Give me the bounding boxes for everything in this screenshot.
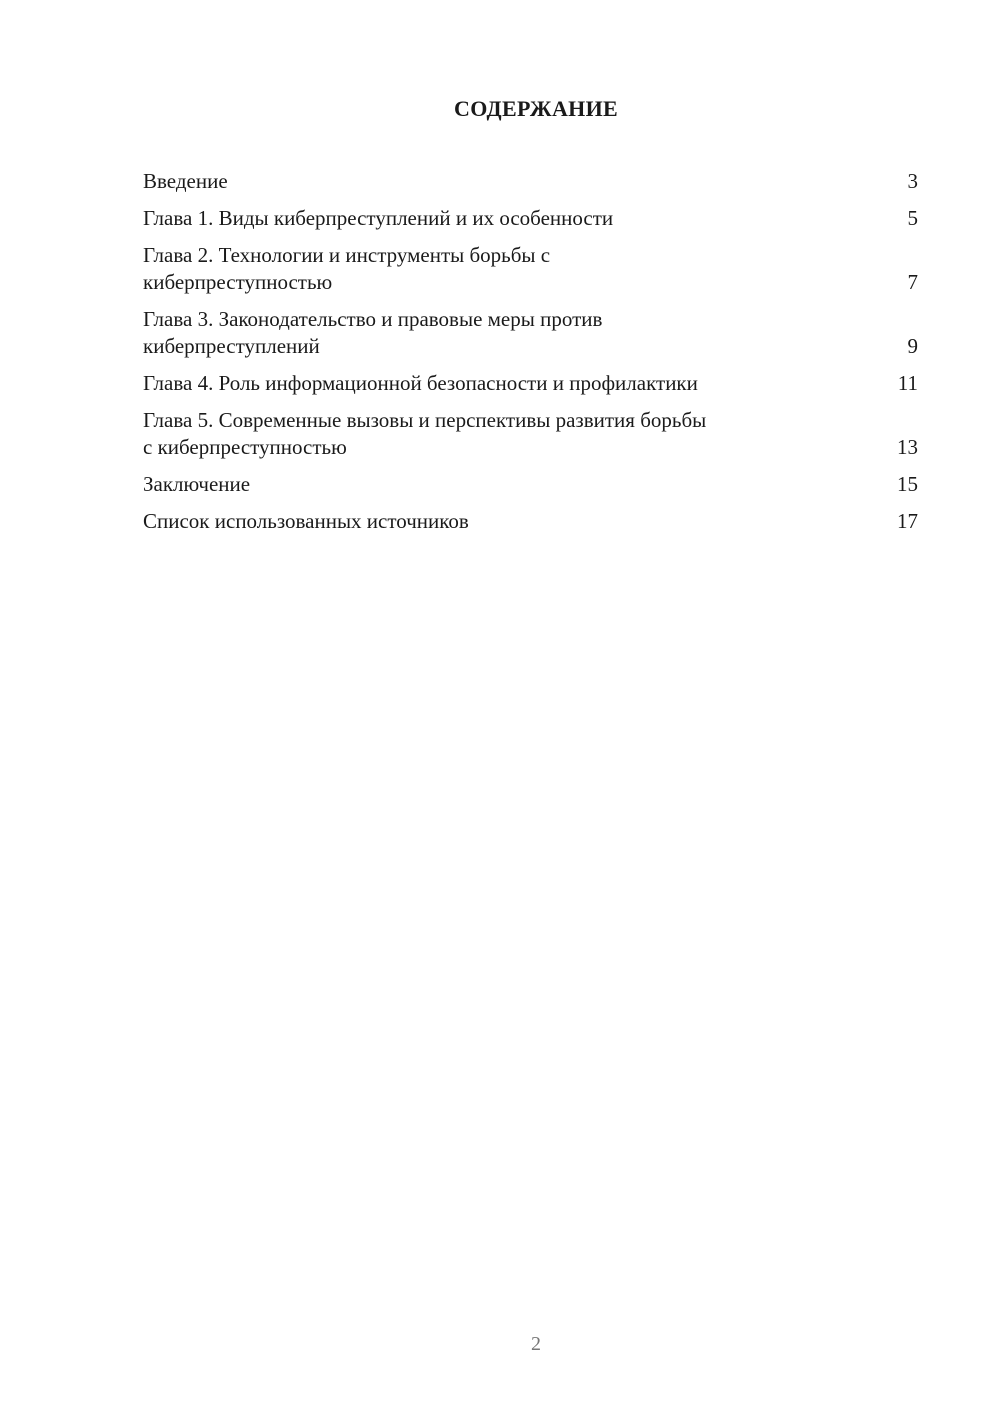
toc-entry-line: Глава 2. Технологии и инструменты борьбы с <box>143 243 551 267</box>
toc-entry-page: 17 <box>897 509 918 533</box>
toc-entry-page: 5 <box>907 206 918 230</box>
toc-entry-chapter-3 <box>143 306 918 360</box>
toc-entry-introduction <box>143 168 918 195</box>
toc-entry-page: 11 <box>897 371 918 395</box>
toc-entry-references <box>143 508 918 535</box>
toc-entry-line: Глава 5. Современные вызовы и перспективы развития борьбы <box>143 408 707 432</box>
page-number: 2 <box>531 1333 541 1355</box>
toc-entry-line: киберпреступлений <box>143 334 320 358</box>
toc-entry-text <box>143 168 228 195</box>
toc-entry-conclusion <box>143 471 918 498</box>
toc-entry-page: 3 <box>907 169 918 193</box>
toc-entry-page: 9 <box>907 334 918 358</box>
toc-entry-text <box>143 471 250 498</box>
toc-entry-line: с киберпреступностью <box>143 435 347 459</box>
toc-entry-text <box>143 242 550 296</box>
toc-entry-line: Заключение <box>143 472 251 496</box>
toc-entry-line: Введение <box>143 169 228 193</box>
toc-entry-line: Глава 1. Виды киберпреступлений и их особенности <box>143 206 614 230</box>
toc-entry-text <box>143 205 613 232</box>
toc-entry-text <box>143 370 698 397</box>
toc-entry-line: Глава 3. Законодательство и правовые меры против <box>143 307 603 331</box>
toc-entry-chapter-2 <box>143 242 918 296</box>
toc-entry-page: 7 <box>907 270 918 294</box>
toc-entry-chapter-1 <box>143 205 918 232</box>
toc-entry-page: 13 <box>897 435 918 459</box>
toc-entry-line: Список использованных источников <box>143 509 469 533</box>
page-title: СОДЕРЖАНИЕ <box>454 96 618 121</box>
toc-entry-text <box>143 407 706 461</box>
toc-entry-line: киберпреступностью <box>143 270 333 294</box>
toc-entry-chapter-4 <box>143 370 918 397</box>
toc-entry-text <box>143 508 469 535</box>
toc-entry-text <box>143 306 602 360</box>
toc-entry-line: Глава 4. Роль информационной безопасности и профилактики <box>143 371 698 395</box>
table-of-contents <box>143 168 918 545</box>
toc-entry-chapter-5 <box>143 407 918 461</box>
toc-entry-page: 15 <box>897 472 918 496</box>
